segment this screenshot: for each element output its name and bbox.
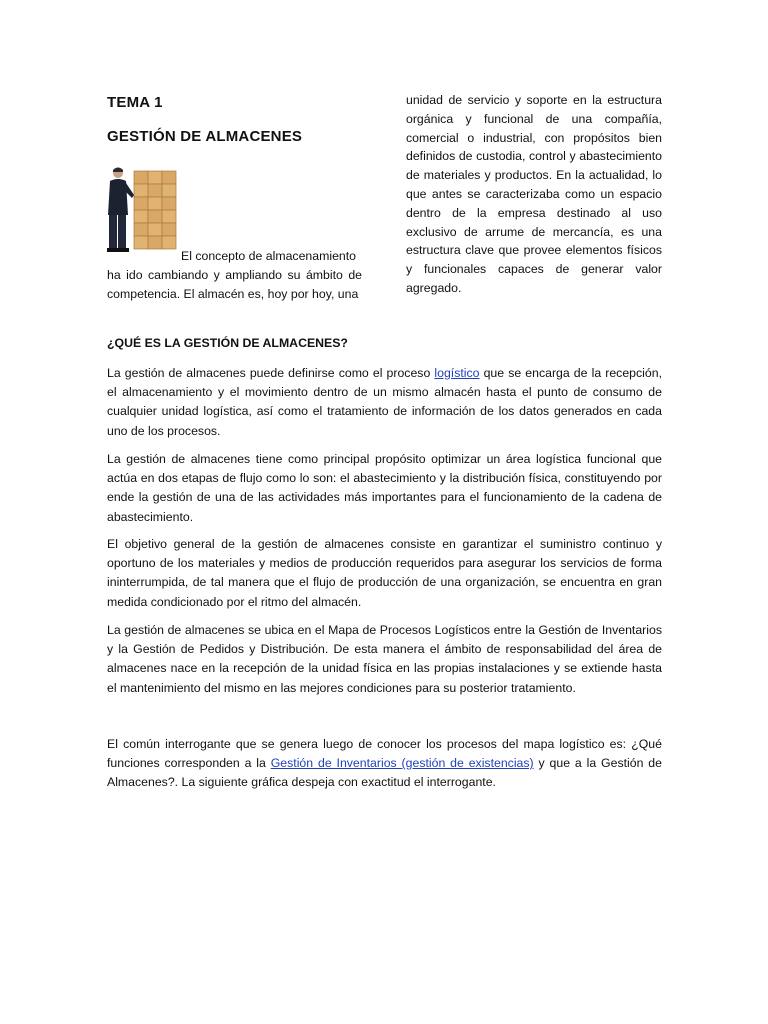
logistico-link[interactable]: logístico bbox=[434, 366, 480, 380]
paragraph-purpose: La gestión de almacenes tiene como principal propósito optimizar un área logística funcional que actúa en dos etapas de flujo como lo son: el abastecimiento y la distribución física, constituyendo por ende la gestión de una de las actividades más importantes para el funcionamiento de la cadena de abastecimiento. bbox=[107, 452, 662, 524]
section-heading: ¿QUÉ ES LA GESTIÓN DE ALMACENES? bbox=[107, 336, 348, 350]
box-stack bbox=[134, 171, 176, 249]
p5-text-before: El común interrogante que se genera luego de conocer los procesos del mapa logístico es: ¿Qué funciones corresponden a la bbox=[107, 737, 662, 771]
paragraph-question bbox=[107, 735, 662, 793]
intro-left-rest: ha ido cambiando y ampliando su ámbito de competencia. El almacén es, hoy por hoy, una bbox=[107, 267, 362, 301]
p5-text-after: y que a la Gestión de Almacenes?. La siguiente gráfica despeja con exactitud el interrogante. bbox=[107, 756, 662, 790]
worker-figure bbox=[107, 168, 134, 253]
intro-first-line: El concepto de almacenamiento bbox=[181, 249, 356, 263]
paragraph-location: La gestión de almacenes se ubica en el Mapa de Procesos Logísticos entre la Gestión de Inventarios y la Gestión de Pedidos y Distribución. De esta manera el ámbito de responsabilidad del área de almacenes nace en la recepción de la unidad física en las propias instalaciones y se extiende hasta el mantenimiento del mismo en las mejores condiciones para su posterior tratamiento. bbox=[107, 623, 662, 695]
tema-heading: TEMA 1 bbox=[107, 94, 163, 111]
page-title: GESTIÓN DE ALMACENES bbox=[107, 128, 303, 145]
intro-left-text bbox=[107, 247, 362, 303]
intro-right-text: unidad de servicio y soporte en la estructura orgánica y funcional de una compañía, comercial o industrial, con propósitos bien definidos de custodia, control y abastecimiento de materiales y productos. En la actualidad, lo que antes se caracterizaba como un espacio dentro de la empresa destinado al uso exclusivo de arrume de mercancía, es una estructura clave que provee elementos físicos y funcionales capaces de generar valor agregado. bbox=[406, 93, 662, 295]
paragraph-objective: El objetivo general de la gestión de almacenes consiste en garantizar el suministro continuo y oportuno de los materiales y medios de producción requeridos para asegurar los servicios de forma ininterrumpida, de tal manera que el flujo de producción de una organización, se encuentra en gran medida condicionado por el ritmo del almacén. bbox=[107, 537, 662, 609]
paragraph-definition bbox=[107, 364, 662, 441]
p1-text-before: La gestión de almacenes puede definirse como el proceso bbox=[107, 366, 435, 380]
gestion-inventarios-link[interactable]: Gestión de Inventarios (gestión de existencias) bbox=[270, 756, 534, 771]
warehouse-worker-boxes-image bbox=[104, 163, 182, 255]
p1-text-after: que se encarga de la recepción, el almacenamiento y el movimiento dentro de un mismo almacén hasta el punto de consumo de cualquier unidad logística, así como el tratamiento de información de los datos generados en cada uno de los procesos. bbox=[107, 366, 662, 438]
